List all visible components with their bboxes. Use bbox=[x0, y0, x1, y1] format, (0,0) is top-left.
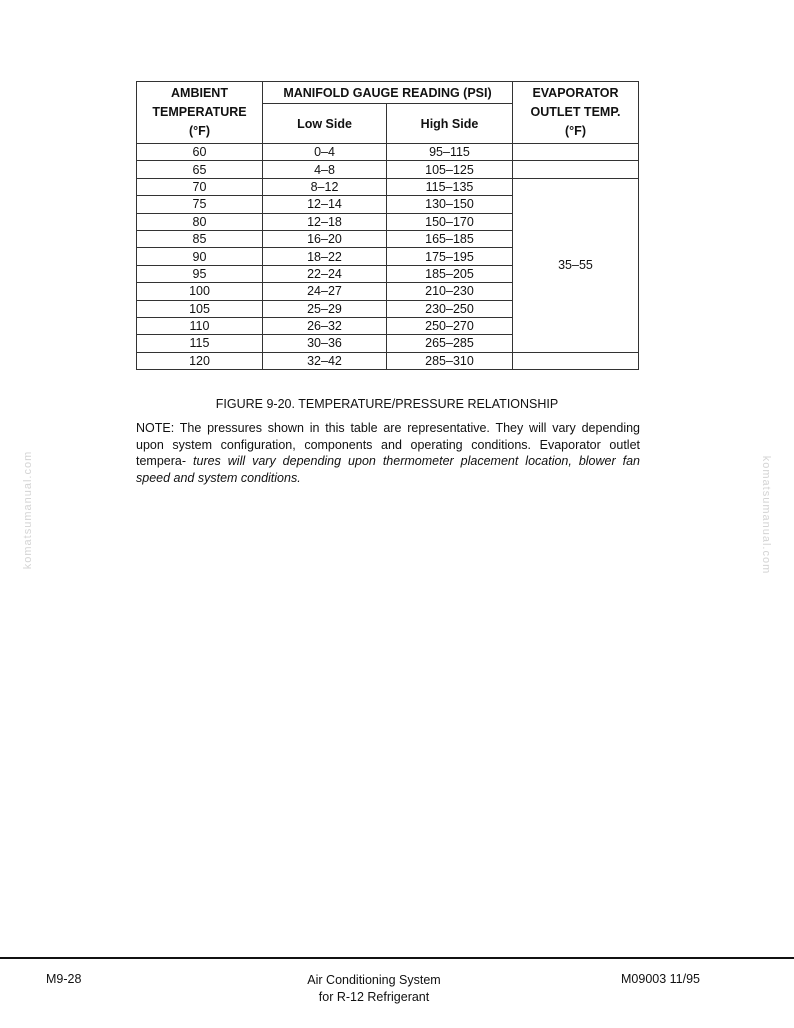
footer-divider bbox=[0, 957, 794, 959]
cell-ambient: 60 bbox=[137, 144, 263, 161]
cell-low-side: 12–14 bbox=[263, 196, 387, 213]
watermark-right: komatsumanual.com bbox=[760, 455, 772, 575]
cell-low-side: 24–27 bbox=[263, 283, 387, 300]
cell-low-side: 30–36 bbox=[263, 335, 387, 352]
header-low-side: Low Side bbox=[263, 104, 387, 144]
note-text-regular: NOTE: The pressures shown in this table are representative. They will vary depending upon system configuration, components and operating conditions. Evaporator outlet tempera- bbox=[136, 421, 640, 468]
cell-low-side: 32–42 bbox=[263, 352, 387, 369]
cell-evaporator-blank bbox=[513, 161, 639, 178]
cell-ambient: 120 bbox=[137, 352, 263, 369]
cell-high-side: 150–170 bbox=[387, 213, 513, 230]
cell-high-side: 165–185 bbox=[387, 230, 513, 247]
footer-title-line1: Air Conditioning System bbox=[307, 973, 441, 987]
watermark-left: komatsumanual.com bbox=[22, 450, 34, 570]
header-ambient-temperature bbox=[137, 82, 263, 144]
table-row bbox=[137, 144, 639, 161]
header-ambient-line1: AMBIENT bbox=[171, 86, 228, 100]
footer-title bbox=[274, 972, 474, 1006]
cell-high-side: 230–250 bbox=[387, 300, 513, 317]
cell-ambient: 65 bbox=[137, 161, 263, 178]
cell-low-side: 4–8 bbox=[263, 161, 387, 178]
note-text-italic: tures will vary depending upon thermometer placement location, blower fan speed and system conditions. bbox=[136, 454, 640, 485]
cell-ambient: 110 bbox=[137, 317, 263, 334]
cell-high-side: 95–115 bbox=[387, 144, 513, 161]
note-paragraph bbox=[136, 420, 640, 486]
footer-doc-id: M09003 11/95 bbox=[621, 972, 700, 986]
cell-low-side: 26–32 bbox=[263, 317, 387, 334]
cell-high-side: 285–310 bbox=[387, 352, 513, 369]
cell-low-side: 22–24 bbox=[263, 265, 387, 282]
cell-high-side: 115–135 bbox=[387, 178, 513, 195]
cell-low-side: 25–29 bbox=[263, 300, 387, 317]
header-high-side: High Side bbox=[387, 104, 513, 144]
cell-high-side: 210–230 bbox=[387, 283, 513, 300]
temperature-pressure-table bbox=[136, 81, 639, 370]
header-ambient-line2: TEMPERATURE bbox=[152, 105, 247, 119]
cell-low-side: 16–20 bbox=[263, 230, 387, 247]
cell-evaporator-blank bbox=[513, 352, 639, 369]
cell-evaporator-blank bbox=[513, 144, 639, 161]
cell-ambient: 75 bbox=[137, 196, 263, 213]
cell-ambient: 85 bbox=[137, 230, 263, 247]
cell-evaporator-value: 35–55 bbox=[513, 178, 639, 352]
header-evap-line1: EVAPORATOR bbox=[532, 86, 619, 100]
cell-ambient: 90 bbox=[137, 248, 263, 265]
cell-high-side: 250–270 bbox=[387, 317, 513, 334]
cell-ambient: 80 bbox=[137, 213, 263, 230]
header-evap-line2: OUTLET TEMP. bbox=[530, 105, 621, 119]
cell-low-side: 0–4 bbox=[263, 144, 387, 161]
cell-low-side: 12–18 bbox=[263, 213, 387, 230]
header-evaporator-outlet bbox=[513, 82, 639, 144]
cell-ambient: 70 bbox=[137, 178, 263, 195]
cell-ambient: 100 bbox=[137, 283, 263, 300]
cell-high-side: 175–195 bbox=[387, 248, 513, 265]
cell-high-side: 105–125 bbox=[387, 161, 513, 178]
header-manifold-gauge: MANIFOLD GAUGE READING (PSI) bbox=[263, 82, 513, 104]
header-evap-line3: (°F) bbox=[565, 124, 586, 138]
cell-high-side: 130–150 bbox=[387, 196, 513, 213]
table-row bbox=[137, 161, 639, 178]
footer-page-number: M9-28 bbox=[46, 972, 82, 986]
cell-ambient: 115 bbox=[137, 335, 263, 352]
cell-high-side: 265–285 bbox=[387, 335, 513, 352]
footer-title-line2: for R-12 Refrigerant bbox=[318, 990, 430, 1004]
figure-caption: FIGURE 9-20. TEMPERATURE/PRESSURE RELATIONSHIP bbox=[215, 397, 559, 411]
header-ambient-line3: (°F) bbox=[189, 124, 210, 138]
table-row bbox=[137, 352, 639, 369]
cell-low-side: 18–22 bbox=[263, 248, 387, 265]
cell-high-side: 185–205 bbox=[387, 265, 513, 282]
cell-ambient: 105 bbox=[137, 300, 263, 317]
table-row bbox=[137, 178, 639, 195]
cell-low-side: 8–12 bbox=[263, 178, 387, 195]
cell-ambient: 95 bbox=[137, 265, 263, 282]
